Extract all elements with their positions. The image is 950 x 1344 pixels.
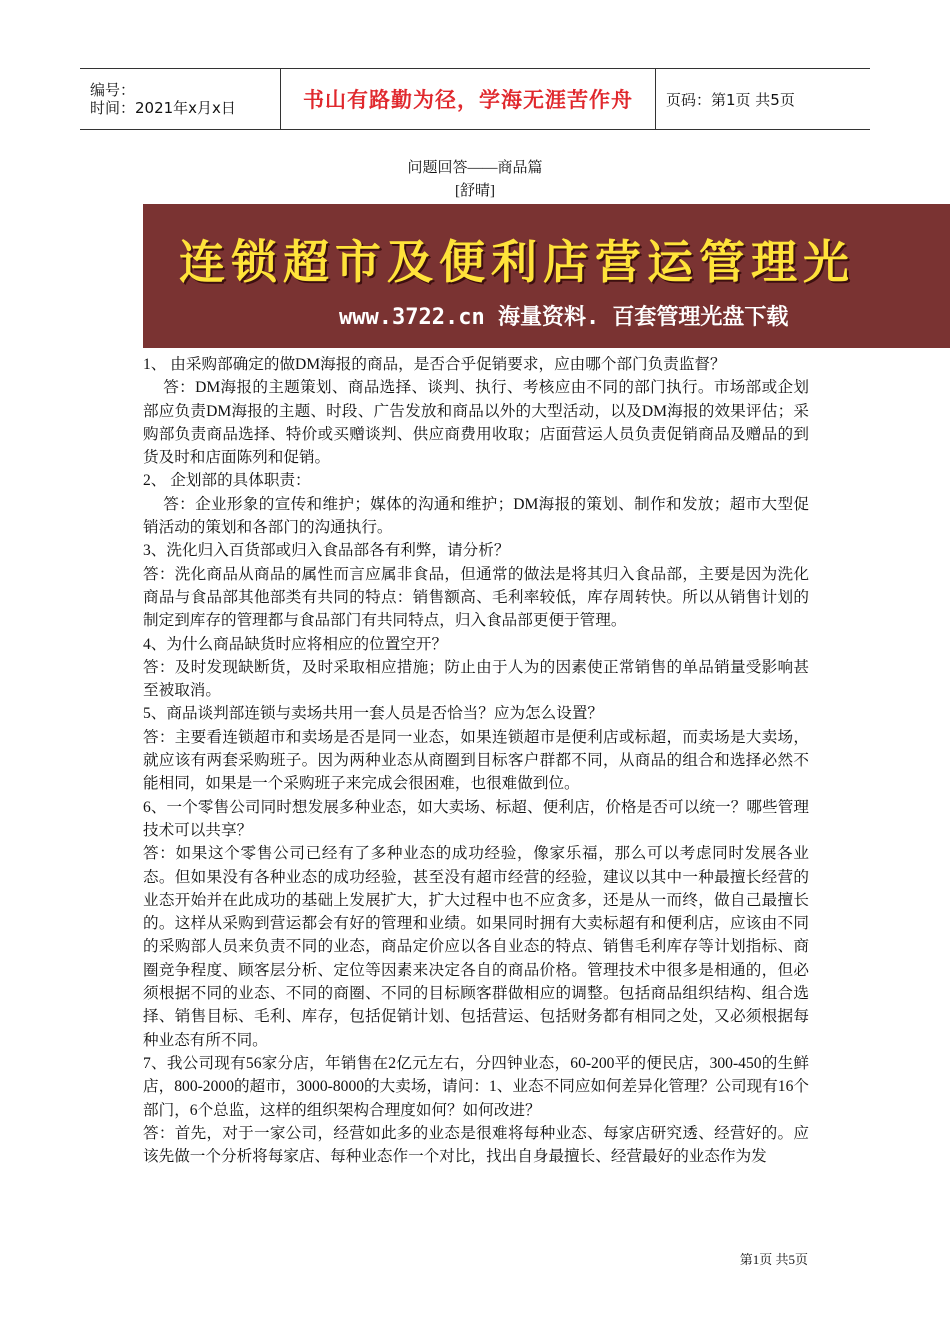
date-label: 时间：2021年x月x日 <box>90 99 236 117</box>
answer-6: 答：如果这个零售公司已经有了多种业态的成功经验，像家乐福，那么可以考虑同时发展各业态。但如果没有各种业态的成功经验，甚至没有超市经营的经验，建议以其中一种最擅长经营的业态开始并在此成功的基础上发展扩大，扩大过程中也不应贪多，还是从一而终，做自己最擅长的。这样从采购到营运都会有好的管理和业绩。如果同时拥有大卖标超有和便利店，应该由不同的采购部人员来负责不同的业态，商品定价应以各自业态的特点、销售毛利库存等计划指标、商圈竞争程度、顾客层分析、定位等因素来决定各自的商品价格。管理技术中很多是相通的，但必须根据不同的业态、不同的商圈、不同的目标顾客群做相应的调整。包括商品组织结构、组合选择、销售目标、毛利、库存，包括促销计划、包括营运、包括财务都有相同之处，又必须根据每种业态有所不同。 <box>143 845 809 1049</box>
question-4: 4、为什么商品缺货时应将相应的位置空开？ <box>143 635 448 653</box>
answer-7: 答：首先，对于一家公司，经营如此多的业态是很难将每种业态、每家店研究透、经营好的。应该先做一个分析将每家店、每种业态作一个对比，找出自身最擅长、经营最好的业态作为发 <box>143 1124 809 1166</box>
document-body <box>143 353 809 1168</box>
header-motto-cell <box>280 69 656 129</box>
answer-3: 答：洗化商品从商品的属性而言应属非食品，但通常的做法是将其归入食品部，主要是因为洗化商品与食品部其他部类有共同的特点：销售额高、毛利率较低，库存周转快。所以从销售计划的制定到库存的管理都与食品部门有共同特点，归入食品部更便于管理。 <box>143 565 809 630</box>
question-1: 1、 由采购部确定的做DM海报的商品，是否合乎促销要求，应由哪个部门负责监督？ <box>143 356 726 373</box>
page-label: 页码：第1页 共5页 <box>666 90 795 109</box>
banner-title: 连锁超市及便利店营运管理光 <box>179 235 855 289</box>
page-footer: 第1页 共5页 <box>739 1252 808 1267</box>
question-2: 2、 企划部的具体职责： <box>143 472 311 490</box>
header-meta <box>80 69 280 129</box>
banner-subtitle: www.3722.cn 海量资料. 百套管理光盘下载 <box>339 305 789 330</box>
question-5: 5、商品谈判部连锁与卖场共用一套人员是否恰当？应为怎么设置？ <box>143 705 604 723</box>
document-title: 问题回答——商品篇 <box>407 160 543 176</box>
question-7: 7、我公司现有56家分店，年销售在2亿元左右，分四钟业态，60-200平的便民店，300-450的生鲜店，800-2000的超市，3000-8000的大卖场，请问：1、业态不同应如何差异化管理？公司现有16个部门，6个总监，这样的组织架构合理度如何？如何改进？ <box>143 1054 809 1119</box>
banner-image <box>143 204 950 348</box>
page-header <box>80 68 870 130</box>
question-3: 3、洗化归入百货部或归入食品部各有利弊，请分析？ <box>143 542 510 560</box>
answer-2: 答：企业形象的宣传和维护；媒体的沟通和维护；DM海报的策划、制作和发放；超市大型促销活动的策划和各部门的沟通执行。 <box>143 495 809 537</box>
code-label: 编号： <box>90 81 136 99</box>
header-page-cell <box>656 69 870 129</box>
answer-4: 答：及时发现缺断货，及时采取相应措施；防止由于人为的因素使正常销售的单品销量受影响甚至被取消。 <box>143 658 809 700</box>
motto: 书山有路勤为径，学海无涯苦作舟 <box>303 88 633 112</box>
document-author: [舒晴] <box>455 183 495 199</box>
answer-5: 答：主要看连锁超市和卖场是否是同一业态，如果连锁超市是便利店或标超，而卖场是大卖场，就应该有两套采购班子。因为两种业态从商圈到目标客户群都不同，从商品的组合和选择必然不能相同，如果是一个采购班子来完成会很困难，也很难做到位。 <box>143 728 809 793</box>
question-6: 6、一个零售公司同时想发展多种业态，如大卖场、标超、便利店，价格是否可以统一？哪些管理技术可以共享？ <box>143 798 809 839</box>
answer-1: 答：DM海报的主题策划、商品选择、谈判、执行、考核应由不同的部门执行。市场部或企划部应负责DM海报的主题、时段、广告发放和商品以外的大型活动，以及DM海报的效果评估；采购部负责商品选择、特价或买赠谈判、供应商费用收取；店面营运人员负责促销商品及赠品的到货及时和店面陈列和促销。 <box>143 379 809 467</box>
